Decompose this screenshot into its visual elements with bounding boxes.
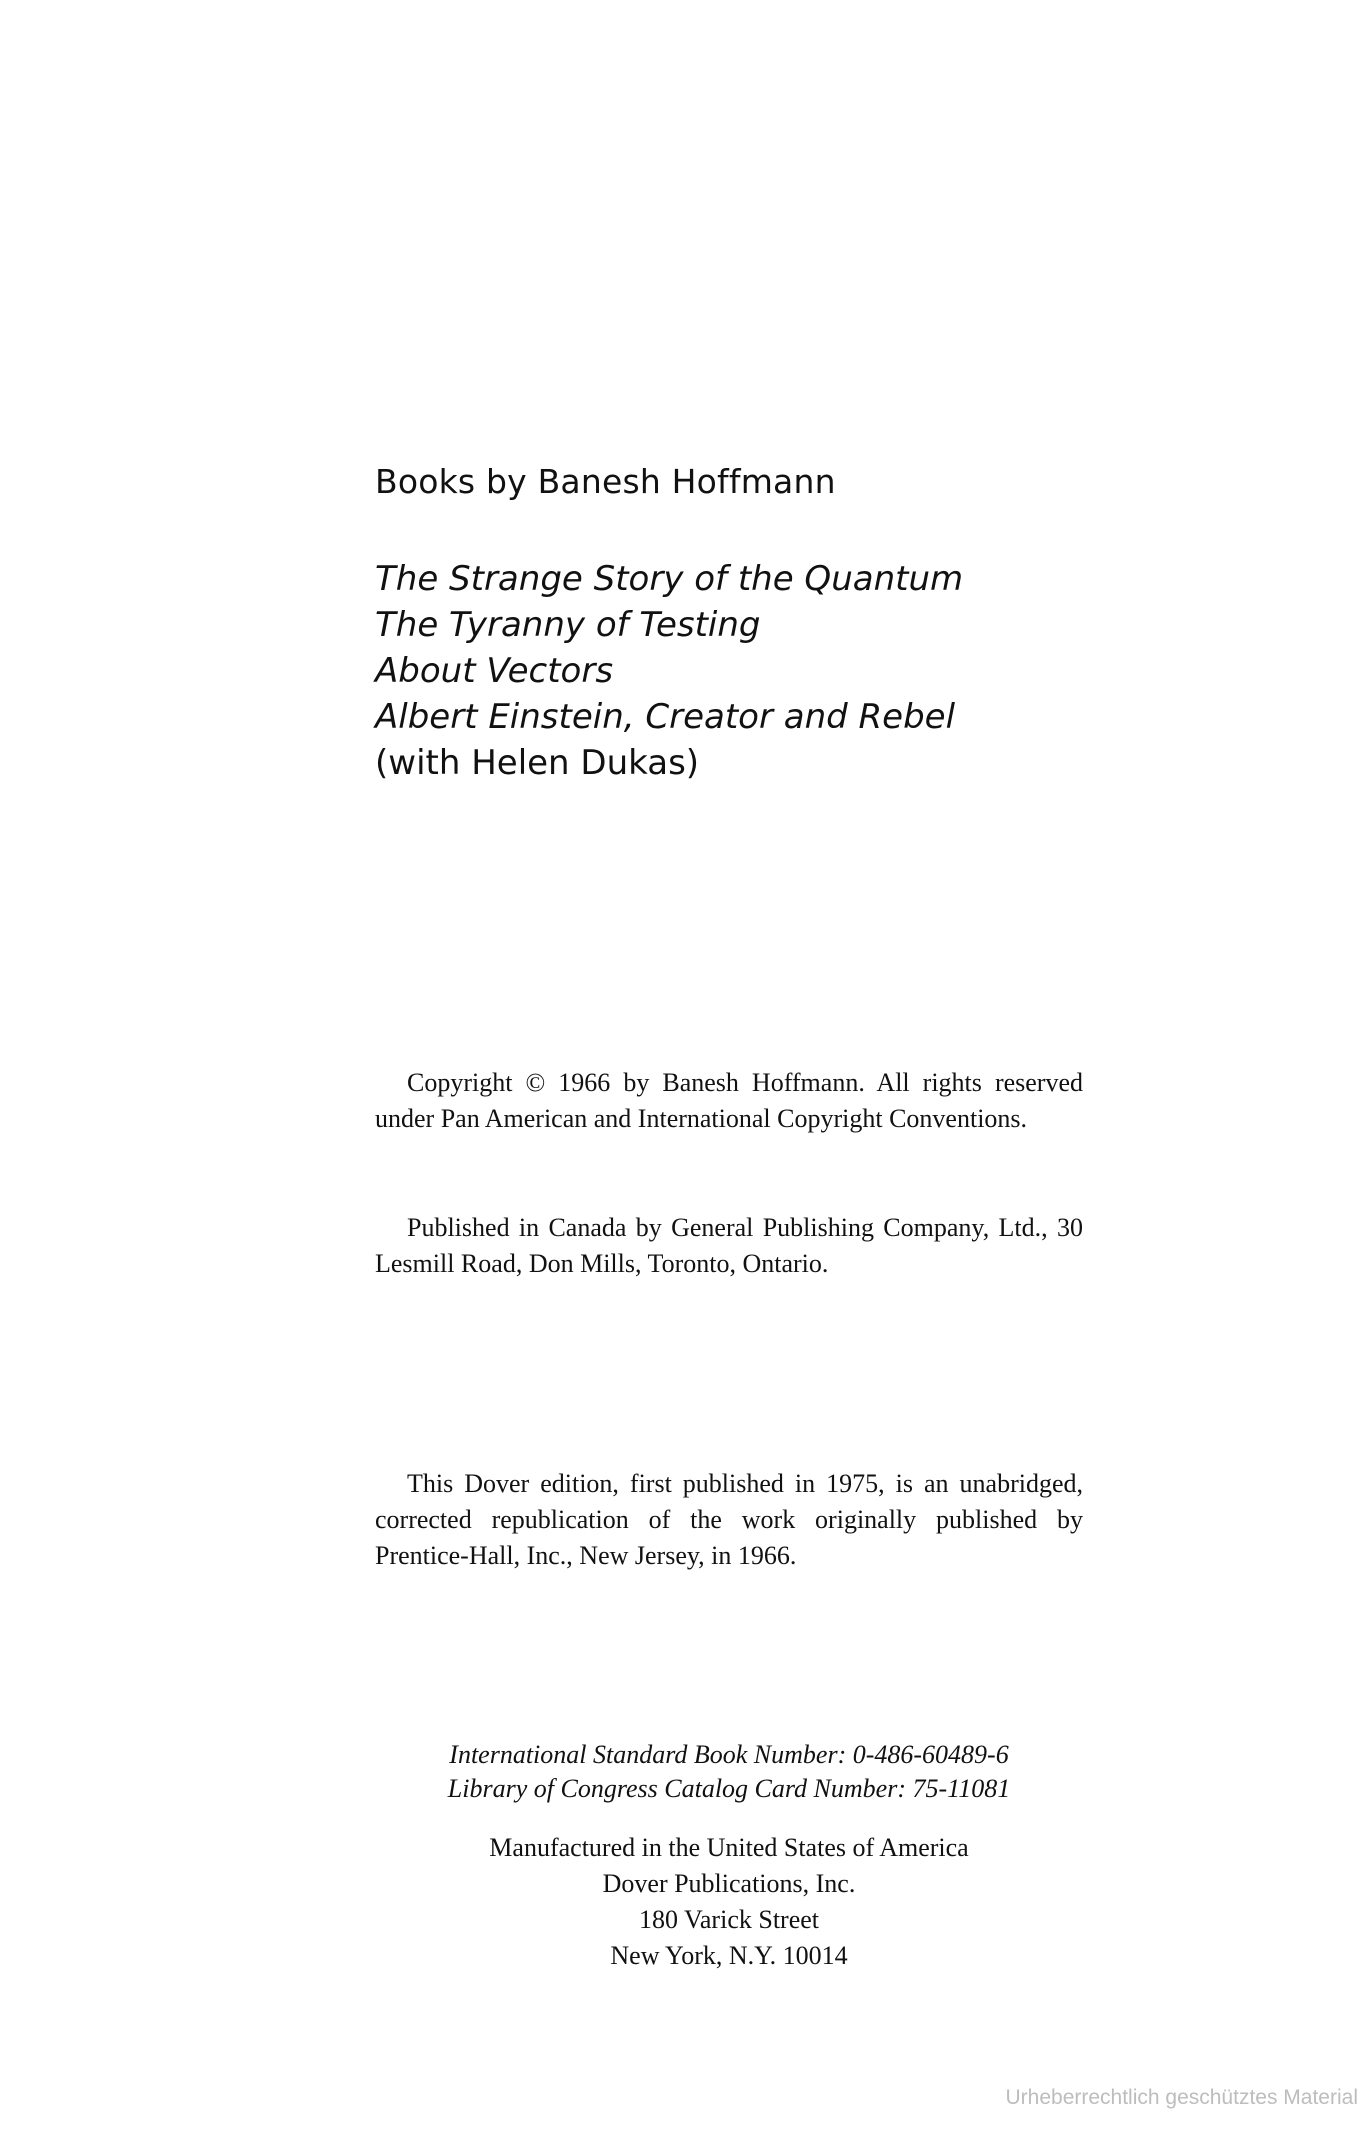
book-title: About Vectors xyxy=(375,651,614,691)
canada-publisher-notice: Published in Canada by General Publishing Company, Ltd., 30 Lesmill Road, Don Mills, Toronto, Ontario. xyxy=(375,1213,1083,1278)
book-title: The Tyranny of Testing xyxy=(375,605,761,645)
book-title: Albert Einstein, Creator and Rebel xyxy=(375,697,956,737)
street-address: 180 Varick Street xyxy=(638,1905,820,1934)
isbn-line: International Standard Book Number: 0-486-60489-6 xyxy=(449,1740,1009,1769)
books-by-author-heading: Books by Banesh Hoffmann xyxy=(375,462,836,501)
publisher-address xyxy=(375,1830,1083,1974)
copyright-watermark: Urheberrechtlich geschütztes Material xyxy=(1005,2086,1358,2109)
manufacture-line: Manufactured in the United States of America xyxy=(489,1833,969,1862)
book-title-list xyxy=(375,556,963,786)
copyright-notice: Copyright © 1966 by Banesh Hoffmann. All rights reserved under Pan American and International Copyright Conventions. xyxy=(375,1068,1083,1133)
lccn-line: Library of Congress Catalog Card Number: 75-11081 xyxy=(447,1774,1011,1803)
book-title: The Strange Story of the Quantum xyxy=(375,559,964,599)
catalog-identifiers xyxy=(375,1738,1083,1806)
publisher-name: Dover Publications, Inc. xyxy=(602,1869,856,1898)
city-address: New York, N.Y. 10014 xyxy=(610,1941,848,1970)
dover-edition-notice: This Dover edition, first published in 1975, is an unabridged, corrected republication of the work originally published by Prentice-Hall, Inc., New Jersey, in 1966. xyxy=(375,1469,1083,1570)
coauthor-note: (with Helen Dukas) xyxy=(375,743,700,783)
